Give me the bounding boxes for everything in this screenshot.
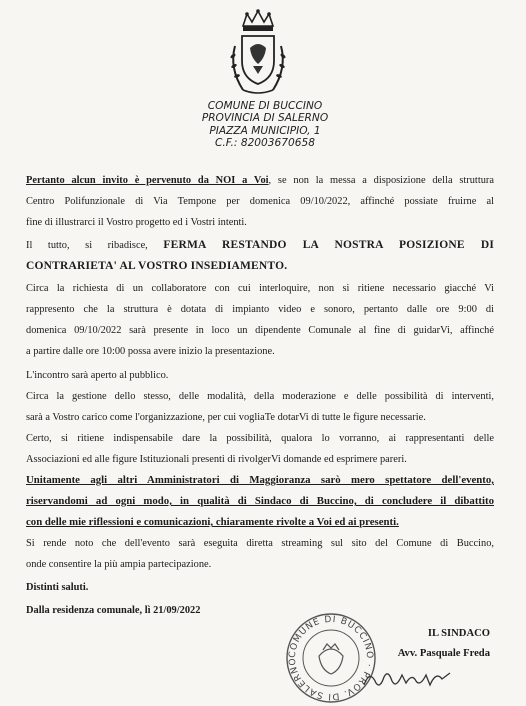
line: L'incontro sarà aperto al pubblico. (26, 370, 169, 381)
line: sarà a Vostro carico come l'organizzazione, per cui vogliaTe dotarVi di tutte le figure necessarie. (26, 412, 426, 423)
paragraph-gestione (26, 386, 494, 428)
text: Il tutto, si ribadisce, (26, 240, 148, 251)
closing-greeting: Distinti saluti. (26, 582, 89, 593)
line: Certo, si ritiene indispensabile dare la possibilità, qualora lo vorranno, ai rappresentanti delle (26, 433, 494, 444)
signatory-name: Avv. Pasquale Freda (397, 648, 490, 659)
line: onde consentire la più ampia partecipazione. (26, 559, 212, 570)
line: CONTRARIETA' AL VOSTRO INSEDIAMENTO. (26, 260, 288, 272)
paragraph-pubblico (26, 365, 494, 386)
municipal-crest-icon (223, 6, 293, 98)
paragraph-associazioni (26, 428, 494, 470)
line: Centro Polifunzionale di Via Tempone per domenica 09/10/2022, affinché possiate fruirne al (26, 196, 494, 207)
emphasis: Pertanto alcun invito è pervenuto da NOI a Voi (26, 175, 269, 186)
comune-name: COMUNE DI BUCCINO (207, 100, 323, 112)
provincia: PROVINCIA DI SALERNO (201, 112, 329, 125)
text: , se non la messa a disposizione della struttura (268, 175, 494, 186)
line: fine di illustrarci il Vostro progetto ed i Vostri intenti. (26, 217, 247, 228)
line (26, 235, 494, 256)
date-line: Dalla residenza comunale, lì 21/09/2022 (26, 605, 201, 616)
paragraph-invito (26, 170, 494, 233)
line: Unitamente agli altri Amministratori di Maggioranza sarò mero spettatore dell'evento, (26, 474, 494, 486)
paragraph-collaboratore (26, 278, 494, 362)
fiscal-code: C.F.: 82003670658 (215, 137, 315, 150)
stamp-text: COMUNE DI BUCCINO · PROV. DI SALERNO (287, 614, 375, 702)
paragraph-ribadisce (26, 235, 494, 277)
line: Circa la richiesta di un collaboratore con cui interloquire, non si ritiene necessario giacché Vi (26, 283, 494, 294)
line: con delle mie riflessioni e comunicazioni, chiaramente rivolte a Voi ed ai presenti. (26, 516, 399, 528)
letterhead (150, 100, 380, 150)
line: Associazioni ed alle figure Istituzionali presenti di rivolgerVi domande ed esprimere pareri. (26, 454, 407, 465)
line: rappresento che la struttura è dotata di impianto video e sonoro, pertanto dalle ore 9:00 di (26, 304, 494, 315)
paragraph-amministratori (26, 470, 494, 533)
line (26, 170, 494, 191)
line: Si rende noto che dell'evento sarà eseguita diretta streaming sul sito del Comune di Buccino, (26, 538, 494, 549)
handwritten-signature-icon (360, 665, 460, 691)
address: PIAZZA MUNICIPIO, 1 (209, 124, 321, 137)
letter-body (26, 170, 494, 621)
line: Circa la gestione dello stesso, delle modalità, della moderazione e delle possibilità di interventi, (26, 391, 494, 402)
signature-block (398, 624, 490, 664)
line: a partire dalle ore 10:00 possa avere inizio la presentazione. (26, 346, 275, 357)
signatory-title: IL SINDACO (427, 628, 490, 639)
line: riservandomi ad ogni modo, in qualità di Sindaco di Buccino, di concludere il dibattito (26, 495, 494, 507)
paragraph-streaming (26, 533, 494, 575)
official-stamp-icon (283, 610, 379, 706)
emphasis: FERMA RESTANDO LA NOSTRA POSIZIONE DI (163, 239, 494, 251)
line: domenica 09/10/2022 sarà presente in loco un dipendente Comunale al fine di guidarVi, affinché (26, 325, 494, 336)
